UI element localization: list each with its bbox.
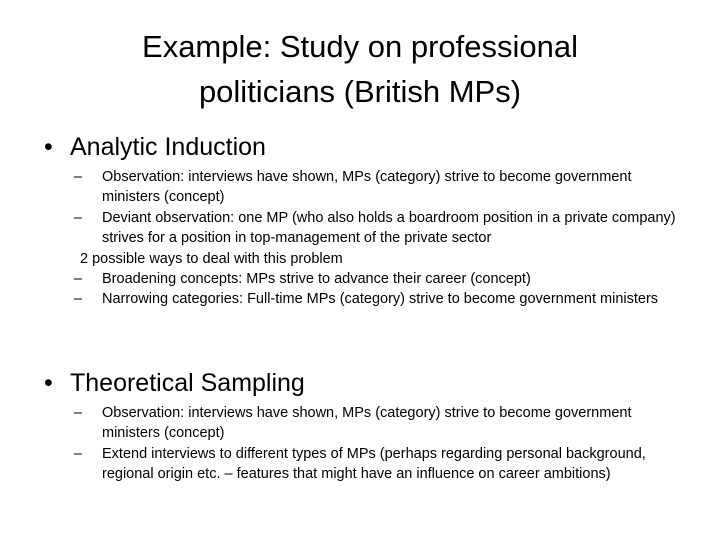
dash-marker: – bbox=[74, 169, 83, 185]
dash-marker: – bbox=[74, 271, 83, 288]
slide-title bbox=[60, 24, 660, 114]
list-item-text: Deviant observation: one MP (who also holds a boardroom position in a private company) strives for a position in top-management of the private sector bbox=[102, 209, 676, 247]
sub-list bbox=[44, 167, 684, 310]
dash-marker: – bbox=[74, 445, 83, 462]
section-heading-row bbox=[44, 366, 684, 400]
list-item-text: Observation: interviews have shown, MPs (category) strive to become government ministers (concept) bbox=[102, 405, 632, 442]
dash-marker: – bbox=[74, 405, 83, 421]
section-heading: Theoretical Sampling bbox=[70, 369, 305, 397]
dash-marker: – bbox=[74, 209, 83, 226]
list-item bbox=[74, 167, 684, 208]
title-line-2: politicians (British MPs) bbox=[198, 74, 522, 109]
list-item bbox=[74, 444, 684, 485]
section-analytic-induction bbox=[44, 130, 684, 310]
list-item bbox=[74, 403, 684, 444]
section-heading-row bbox=[44, 130, 684, 164]
title-line-1: Example: Study on professional bbox=[142, 29, 578, 64]
list-item bbox=[74, 289, 684, 309]
sub-list bbox=[44, 403, 684, 485]
list-item-plain: 2 possible ways to deal with this problem bbox=[80, 250, 343, 267]
section-theoretical-sampling bbox=[44, 366, 684, 485]
dash-marker: – bbox=[74, 291, 83, 308]
list-item-text: Observation: interviews have shown, MPs (category) strive to become government ministers (concept) bbox=[102, 169, 632, 206]
list-item-text: Narrowing categories: Full-time MPs (category) strive to become government ministers bbox=[102, 291, 659, 308]
list-item-text: Broadening concepts: MPs strive to advance their career (concept) bbox=[102, 271, 531, 288]
list-item-text: Extend interviews to different types of MPs (perhaps regarding personal background, regional origin etc. – features that might have an influence on career ambitions) bbox=[102, 445, 646, 483]
list-item bbox=[74, 269, 684, 289]
bullet-icon: • bbox=[44, 369, 53, 397]
section-heading: Analytic Induction bbox=[70, 133, 266, 161]
list-item bbox=[74, 208, 684, 249]
bullet-icon: • bbox=[44, 133, 53, 161]
